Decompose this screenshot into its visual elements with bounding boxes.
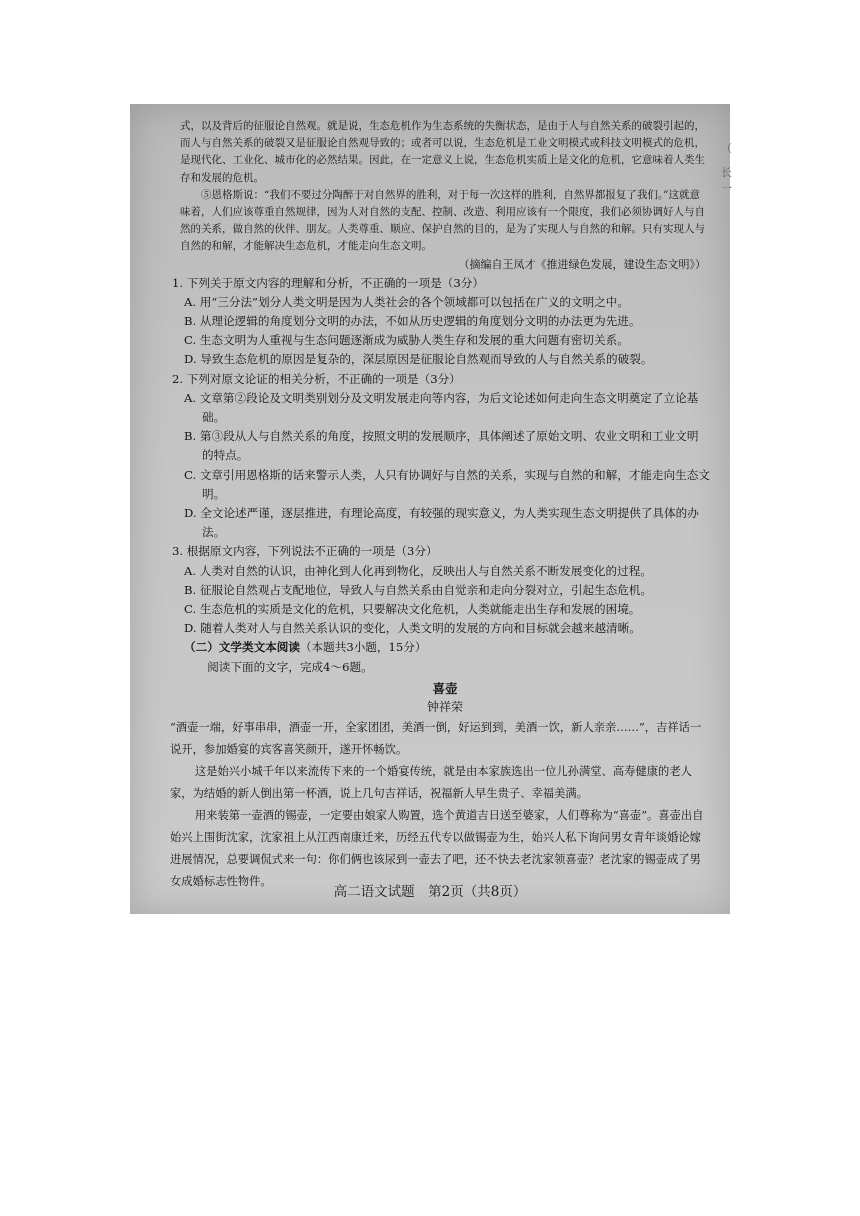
passage-paragraph-4: 式，以及背后的征服论自然观。就是说，生态危机作为生态系统的失衡状态，是由于人与自然关系的破裂引起的，而人与自然关系的破裂又是征服论自然观导致的；或者可以说，生态危机是工业文明模式或科技文明模式的危机，是现代化、工业化、城市化的必然结果。因此，在一定意义上说，生态危机实质上是文化的危机，它意味着人类生存和发展的危机。 xyxy=(180,120,705,184)
edge-mark: 长 xyxy=(721,166,732,179)
question-stem: 3. 根据原文内容，下列说法不正确的一项是（3分） xyxy=(172,544,438,559)
story-paragraph: 用来装第一壶酒的锡壶，一定要由娘家人购置，选个黄道吉日送至婆家，人们尊称为“喜壶”。喜壶出自始兴上围街沈家，沈家祖上从江西南康迁来，历经五代专以做锡壶为生，始兴人私下询问男女青年谈婚论嫁进展情况，总要调侃式来一句：你们俩也该尿到一壶去了吧，还不快去老沈家领喜壶？老沈家的锡壶成了男女成婚标志性物件。 xyxy=(170,808,704,888)
question-2 xyxy=(172,370,710,543)
section-note: （本题共3小题，15分） xyxy=(299,640,427,655)
story-title: 喜壶 xyxy=(432,680,458,696)
passage-source: （摘编自王凤才《推进绿色发展，建设生态文明》） xyxy=(458,257,706,271)
story-paragraph: “酒壶一端，好事串串，酒壶一开，全家团团，美酒一倒，好运到到，美酒一饮，新人亲亲……”，吉祥话一说开，参加婚宴的宾客喜笑颜开，遂开怀畅饮。 xyxy=(170,720,702,756)
option-b: B. 征服论自然观占支配地位，导致人与自然关系由自觉亲和走向分裂对立，引起生态危机。 xyxy=(184,582,653,597)
option-d: D. 全文论述严谨，逐层推进，有理论高度，有较强的现实意义，为人类实现生态文明提供了具体的办法。 xyxy=(184,506,699,540)
question-stem: 2. 下列对原文论证的相关分析，不正确的一项是（3分） xyxy=(172,371,461,386)
edge-mark: 一 xyxy=(721,182,732,195)
option-c: C. 文章引用恩格斯的话来警示人类，人只有协调好与自然的关系，实现与自然的和解，才能走向生态文明。 xyxy=(184,467,710,501)
option-d: D. 随着人类对人与自然关系认识的变化，人类文明的发展的方向和目标就会越来越清晰。 xyxy=(184,621,641,636)
passage-paragraph-5: ⑤恩格斯说：“我们不要过分陶醉于对自然界的胜利，对于每一次这样的胜利，自然界都报复了我们。”这就意味着，人们应该尊重自然规律，因为人对自然的支配、控制、改造、利用应该有一个限度，我们必须协调好人与自然的关系，做自然的伙伴、朋友。人类尊重、顺应、保护自然的目的，是为了实现人与自然的和解。只有实现人与自然的和解，才能解决生态危机，才能走向生态文明。 xyxy=(180,188,705,253)
section-title: （二）文学类文本阅读 xyxy=(184,640,300,655)
option-d: D. 导致生态危机的原因是复杂的，深层原因是征服论自然观而导致的人与自然关系的破裂。 xyxy=(184,352,653,367)
page-footer: 高二语文试题 第2页（共8页） xyxy=(333,884,527,900)
exam-content xyxy=(170,118,710,893)
section-instruction: 阅读下面的文字，完成4～6题。 xyxy=(207,659,373,674)
story-paragraph: 这是始兴小城千年以来流传下来的一个婚宴传统，就是由本家族选出一位儿孙满堂、高寿健康的老人家，为结婚的新人倒出第一杯酒，说上几句吉祥话，祝福新人早生贵子、幸福美满。 xyxy=(170,764,692,800)
option-b: B. 从理论逻辑的角度划分文明的办法，不如从历史逻辑的角度划分文明的办法更为先进。 xyxy=(184,314,641,329)
edge-mark: （ xyxy=(721,142,732,155)
question-3 xyxy=(172,542,710,638)
option-c: C. 生态危机的实质是文化的危机，只要解决文化危机，人类就能走出生存和发展的困境。 xyxy=(184,602,641,617)
option-b: B. 第③段从人与自然关系的角度，按照文明的发展顺序，具体阐述了原始文明、农业文明和工业文明的特点。 xyxy=(184,429,699,463)
question-stem: 1. 下列关于原文内容的理解和分析，不正确的一项是（3分） xyxy=(172,275,484,290)
exam-page-photo xyxy=(130,104,730,914)
section-heading xyxy=(180,638,710,657)
option-a: A. 用“三分法”划分人类文明是因为人类社会的各个领域都可以包括在广义的文明之中。 xyxy=(184,294,629,309)
story-author: 钟祥荣 xyxy=(426,699,463,714)
option-a: A. 文章第②段论及文明类别划分及文明发展走向等内容，为后文论述如何走向生态文明奠定了立论基础。 xyxy=(184,390,699,425)
option-a: A. 人类对自然的认识，由神化到人化再到物化，反映出人与自然关系不断发展变化的过程。 xyxy=(184,563,652,578)
question-1 xyxy=(172,274,710,370)
option-c: C. 生态文明为人重视与生态问题逐渐成为威胁人类生存和发展的重大问题有密切关系。 xyxy=(184,333,629,348)
